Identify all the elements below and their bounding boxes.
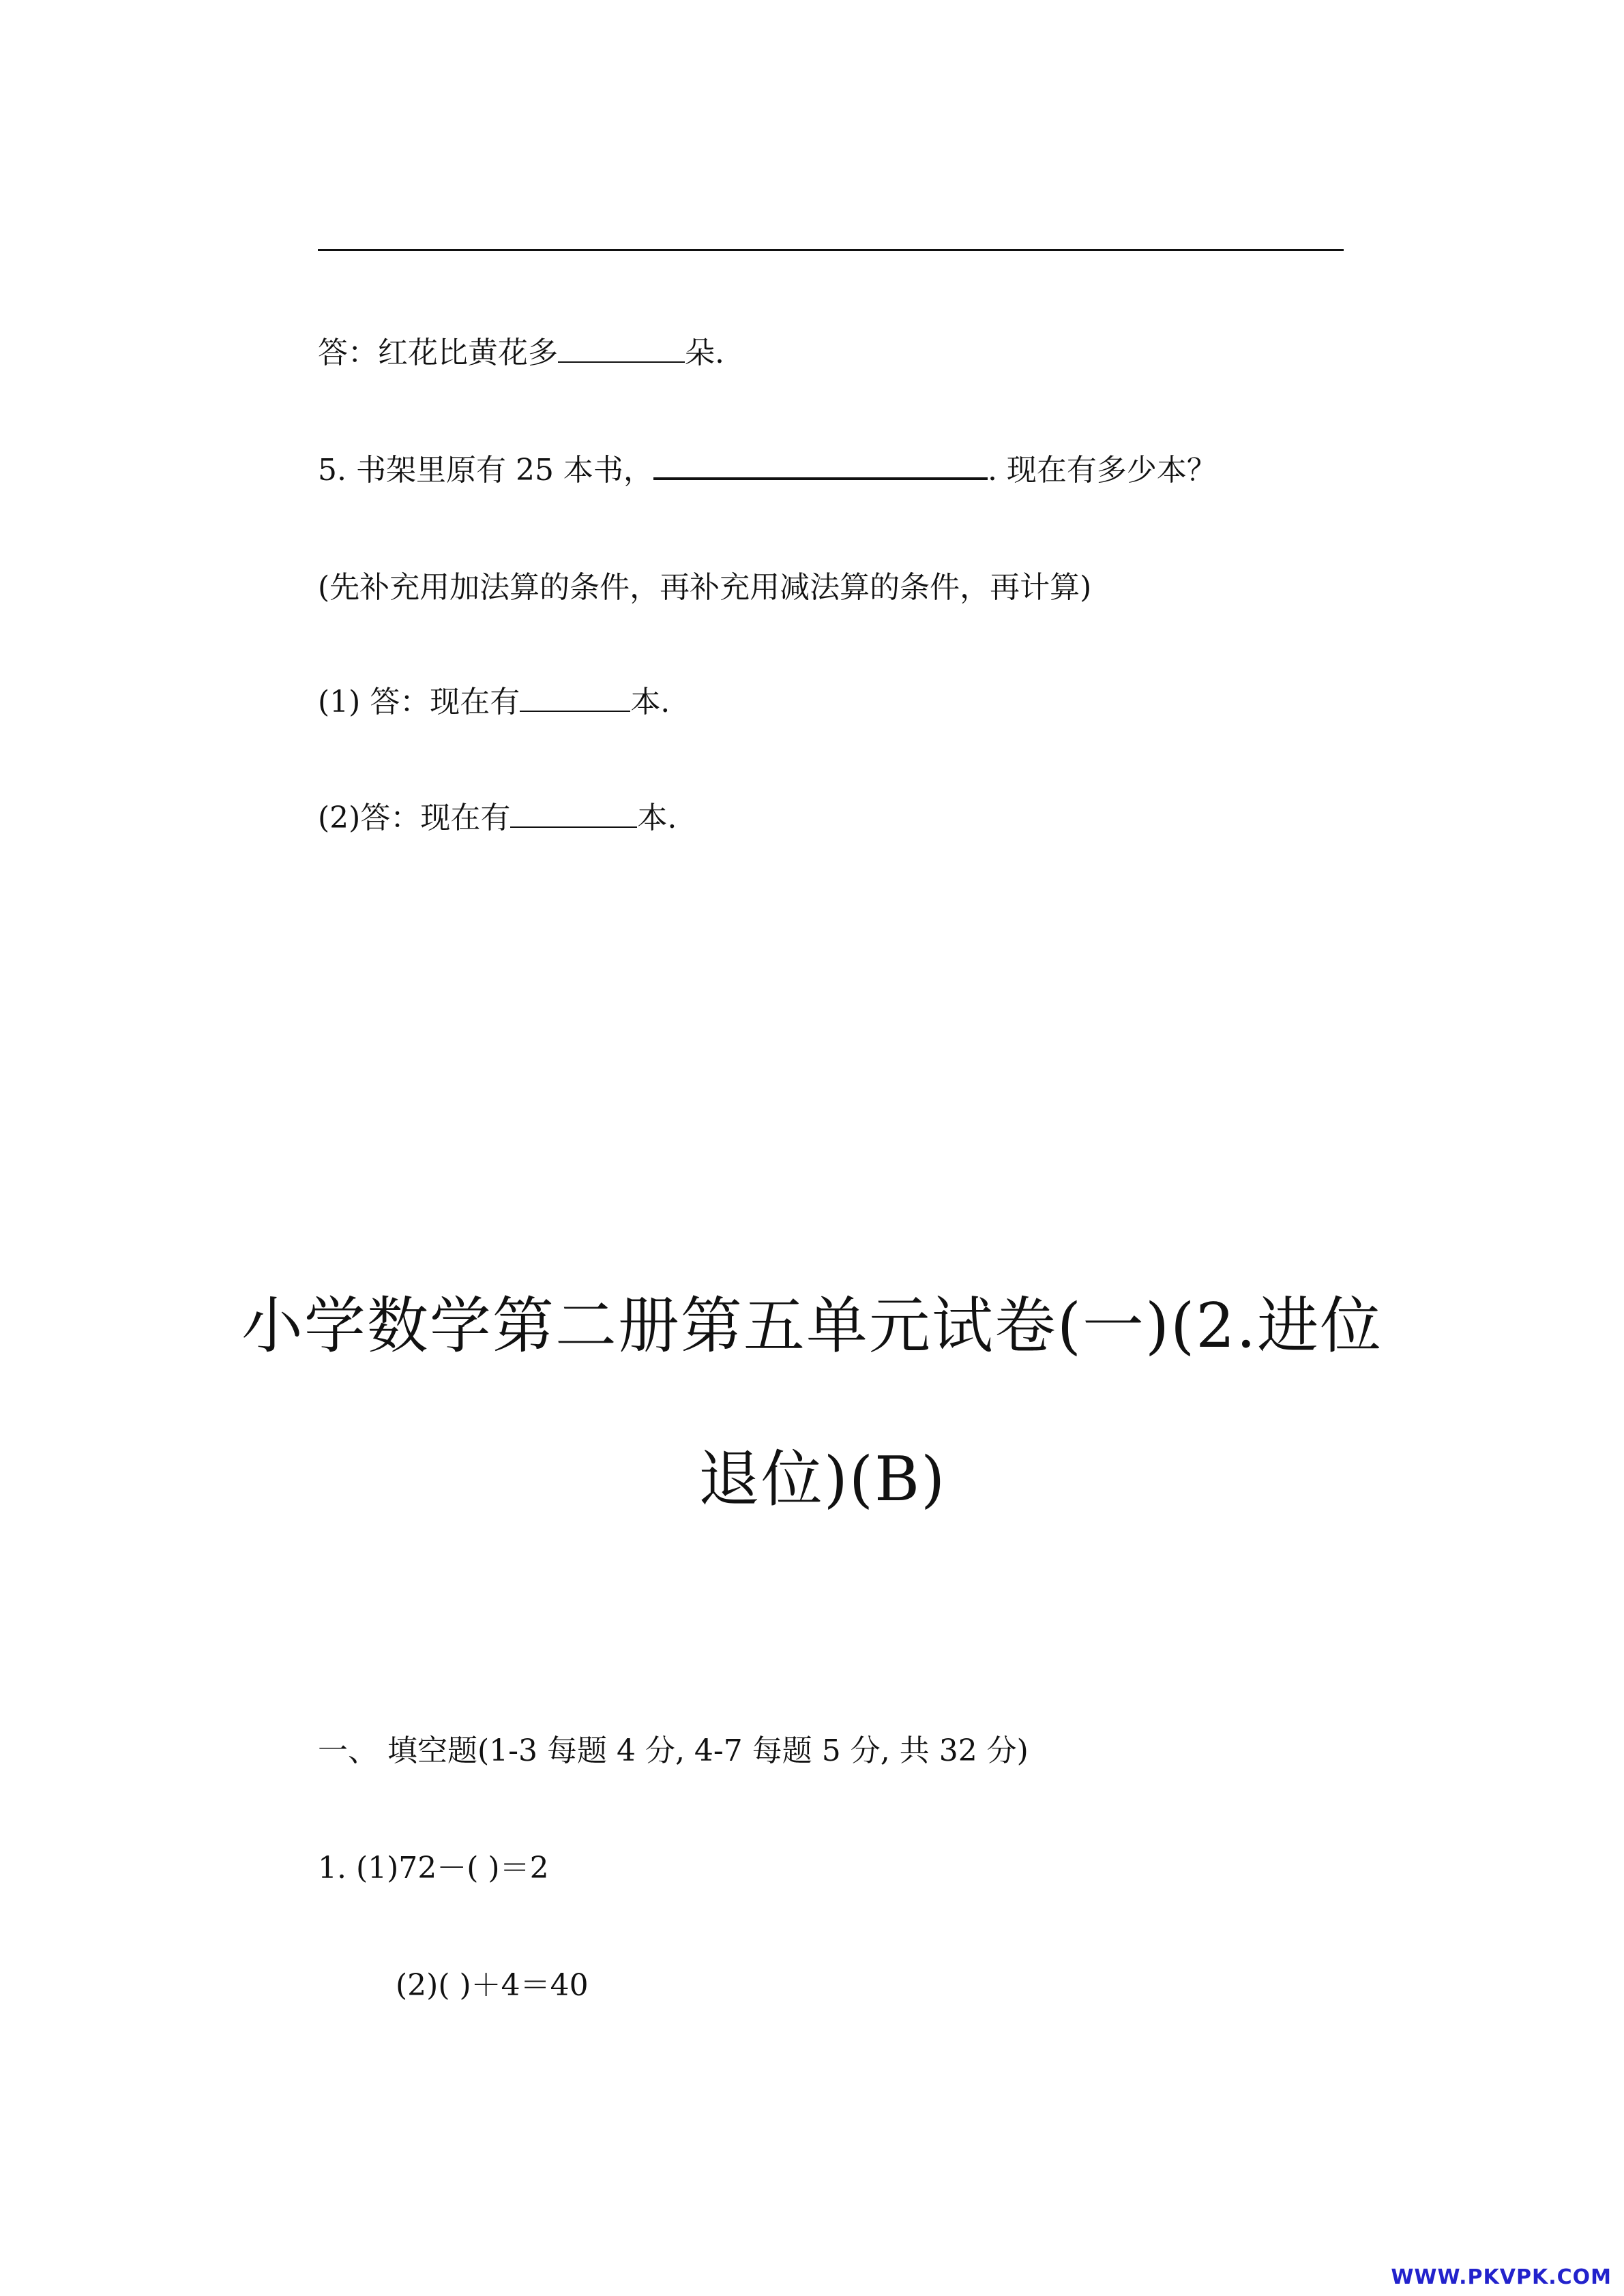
site-watermark: WWW.PKVPK.COM [1391,2265,1612,2289]
answer-2-prefix: (2)答：现在有 [318,801,511,835]
answer-blank [520,683,630,712]
answer-1-suffix: 本. [630,685,670,719]
question-5-answer-1 [318,682,670,723]
question-5-prefix: 5. 书架里原有 25 本书， [318,453,653,488]
exam-title-line-2: 退位)(B) [698,1444,947,1515]
question-1-part-1: 1. (1)72－( )＝2 [318,1851,549,1885]
question-5-instruction: (先补充用加法算的条件，再补充用减法算的条件，再计算) [318,570,1092,605]
answer-red-flowers-prefix: 答：红花比黄花多 [318,336,558,370]
answer-blank [510,799,637,828]
answer-2-suffix: 本. [637,801,677,835]
question-5 [318,450,1217,491]
answer-1-prefix: (1) 答：现在有 [318,685,520,719]
condition-blank [653,450,988,480]
exam-title-line-1: 小学数学第二册第五单元试卷(一)(2.进位 [241,1290,1383,1362]
question-1-part-2: (2)( )＋4＝40 [396,1968,589,2003]
answer-blank [558,334,685,363]
section-1-heading: 一、 填空题(1-3 每题 4 分, 4-7 每题 5 分, 共 32 分) [318,1733,1029,1768]
question-5-answer-2 [318,798,677,839]
answer-red-flowers [318,333,724,374]
answer-rule-line [318,249,1344,251]
question-5-suffix: . 现在有多少本？ [987,453,1217,488]
answer-red-flowers-suffix: 朵. [685,336,724,370]
